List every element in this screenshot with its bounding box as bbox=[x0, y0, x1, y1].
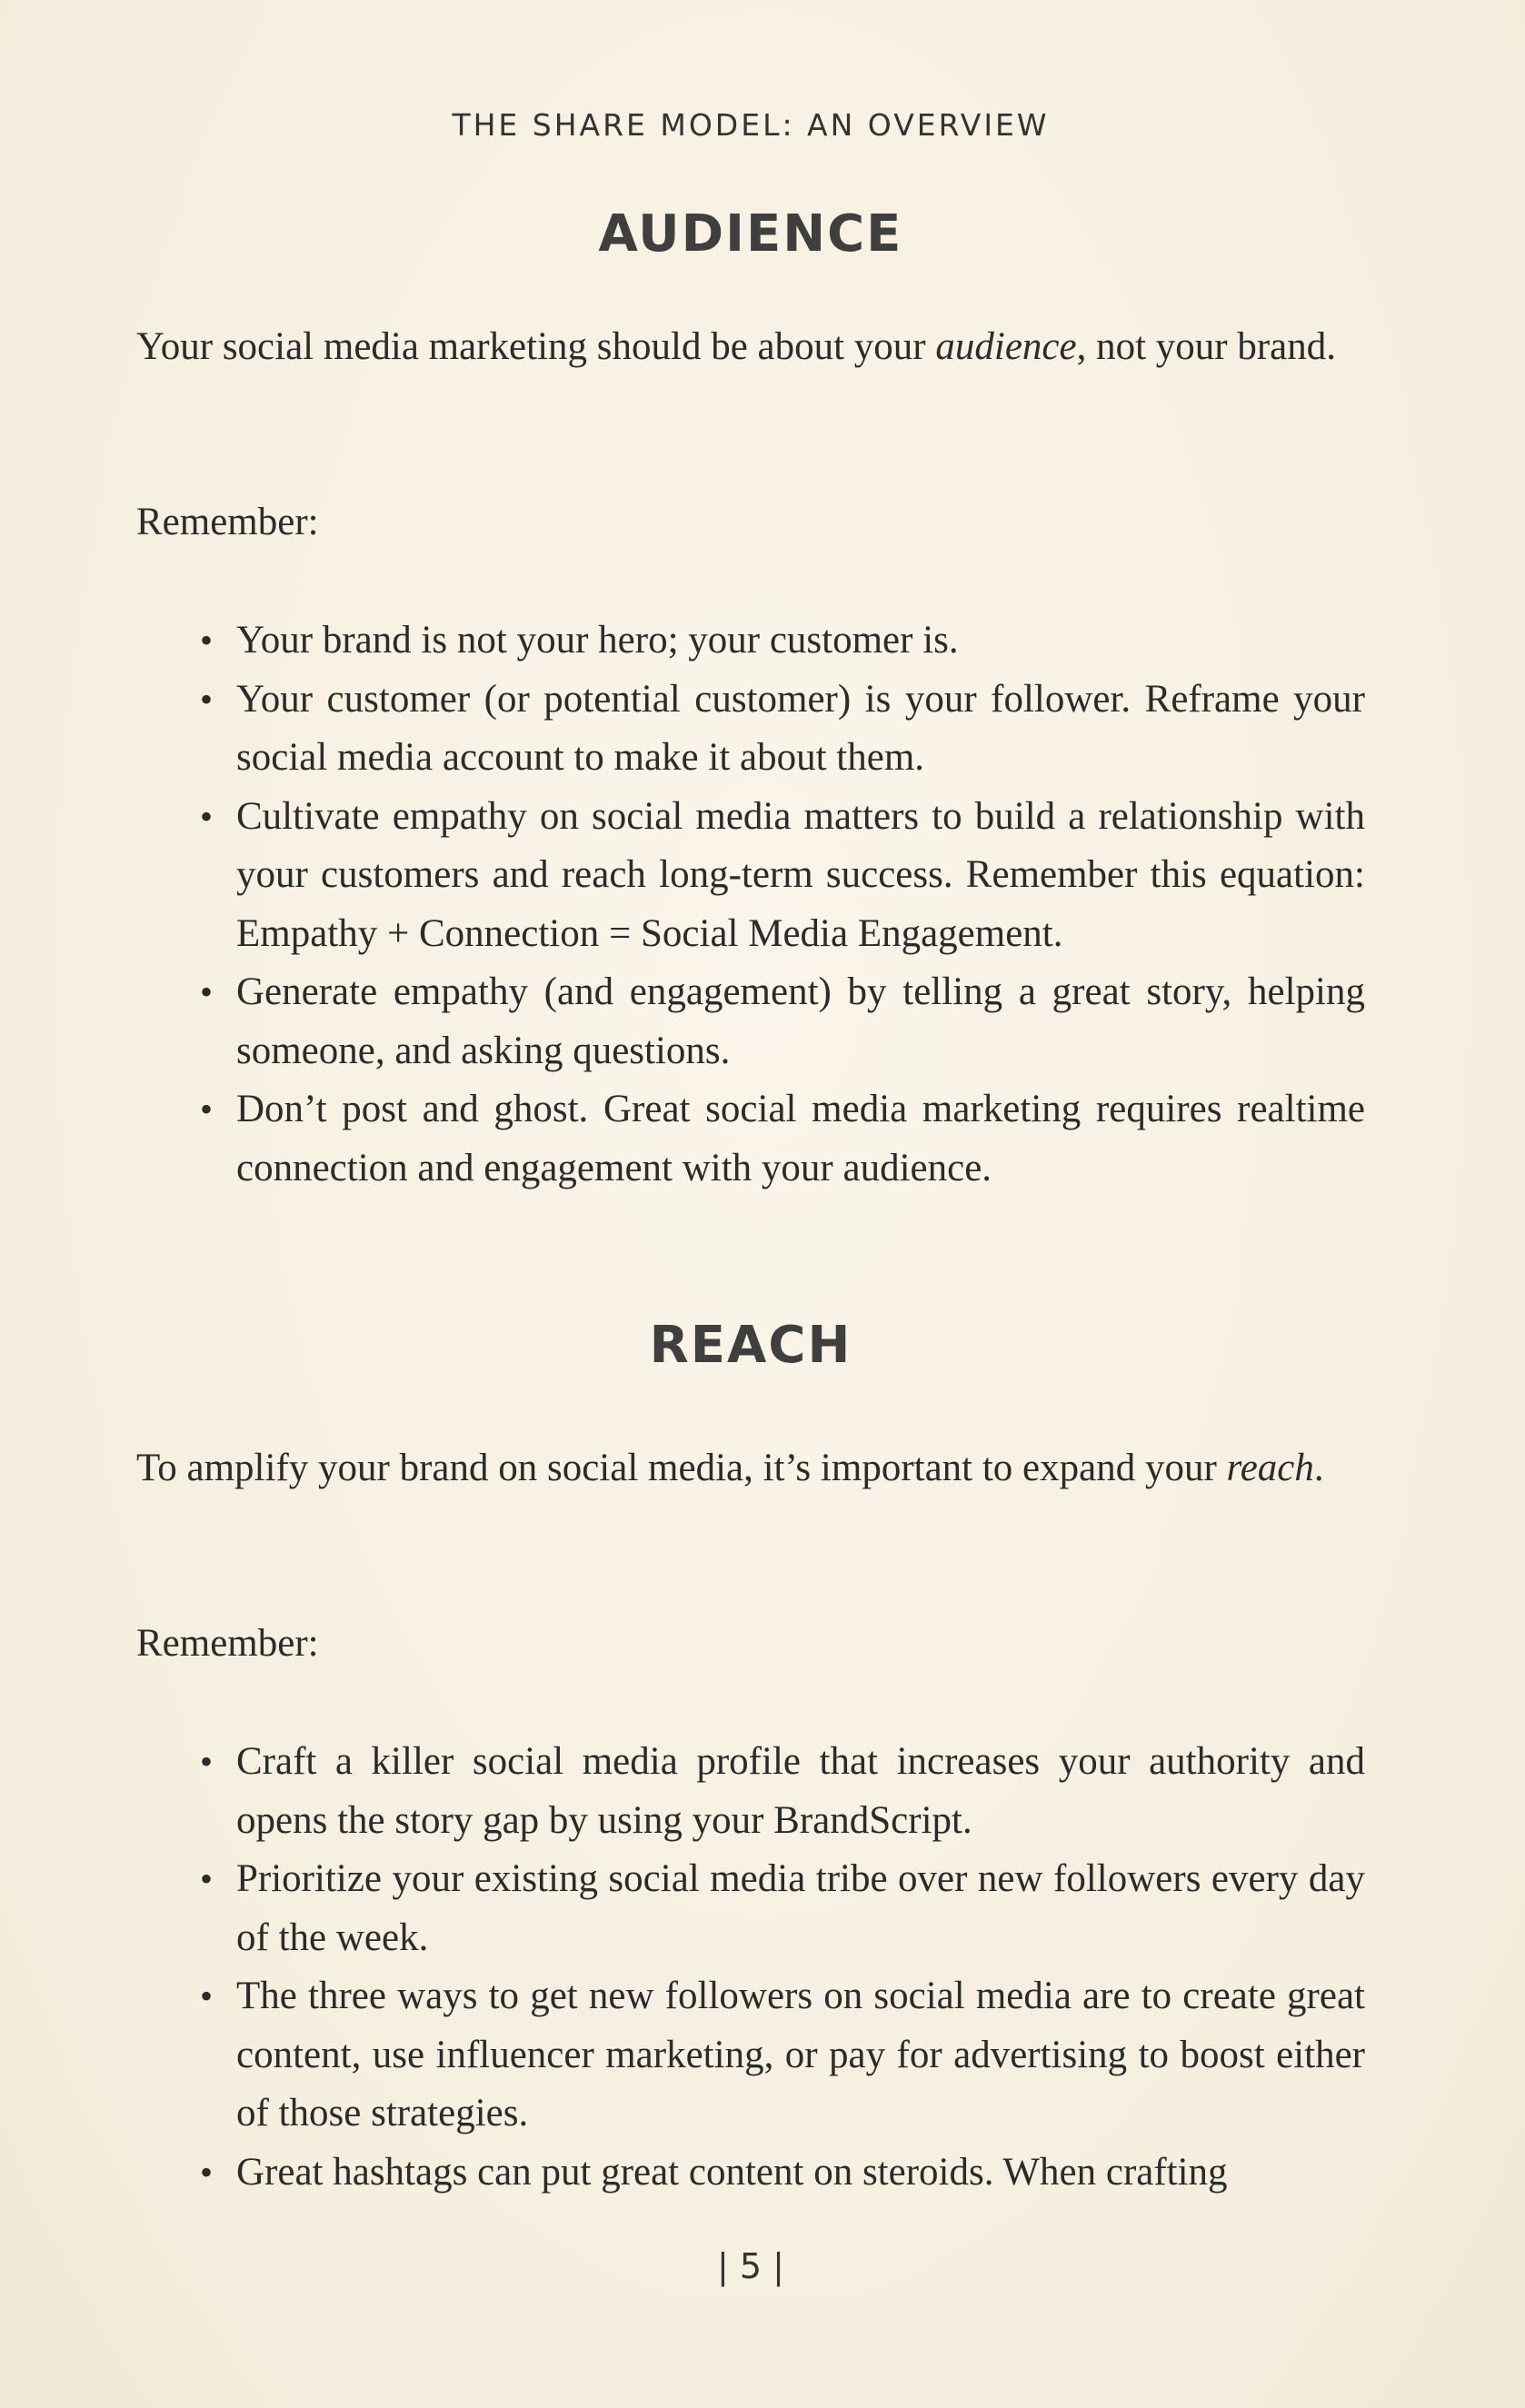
reach-bullet-list bbox=[236, 1733, 1365, 2202]
list-item: • Your brand is not your hero; your customer is. bbox=[236, 612, 1365, 671]
list-item: • Great hashtags can put great content on steroids. When crafting bbox=[236, 2144, 1365, 2203]
list-item: • The three ways to get new followers on social media are to create great content, use influencer marketing, or pay for advertising to boost either of those strategies. bbox=[236, 1967, 1365, 2144]
section-title-reach: REACH bbox=[649, 1316, 852, 1375]
reach-intro-text: To amplify your brand on social media, it’s important to expand your bbox=[136, 1447, 1227, 1489]
page-number: | 5 | bbox=[717, 2246, 784, 2286]
audience-intro-text: Your social media marketing should be about your bbox=[136, 325, 936, 368]
audience-intro-end: , not your brand. bbox=[1076, 325, 1337, 368]
audience-intro-emphasis: audience bbox=[935, 325, 1077, 368]
list-item: • Your customer (or potential customer) is your follower. Reframe your social media account to make it about them. bbox=[236, 671, 1365, 788]
section-title-audience: AUDIENCE bbox=[598, 204, 903, 264]
audience-intro bbox=[136, 318, 1365, 376]
list-item: • Prioritize your existing social media tribe over new followers every day of the week. bbox=[236, 1850, 1365, 1967]
reach-intro bbox=[136, 1439, 1365, 1498]
list-item: • Don’t post and ghost. Great social media marketing requires realtime connection and engagement with your audience. bbox=[236, 1080, 1365, 1198]
reach-remember-label: Remember: bbox=[136, 1622, 319, 1665]
audience-remember-label: Remember: bbox=[136, 501, 319, 543]
list-item: • Cultivate empathy on social media matters to build a relationship with your customers and reach long-term success. Remember this equation: Empathy + Connection = Social Media Engagement. bbox=[236, 788, 1365, 964]
reach-intro-emphasis: reach bbox=[1226, 1447, 1314, 1489]
reach-intro-end: . bbox=[1313, 1447, 1324, 1489]
list-item: • Craft a killer social media profile that increases your authority and opens the story gap by using your BrandScript. bbox=[236, 1733, 1365, 1850]
running-head: THE SHARE MODEL: AN OVERVIEW bbox=[452, 107, 1050, 143]
list-item: • Generate empathy (and engagement) by telling a great story, helping someone, and asking questions. bbox=[236, 963, 1365, 1080]
audience-bullet-list bbox=[236, 612, 1365, 1198]
